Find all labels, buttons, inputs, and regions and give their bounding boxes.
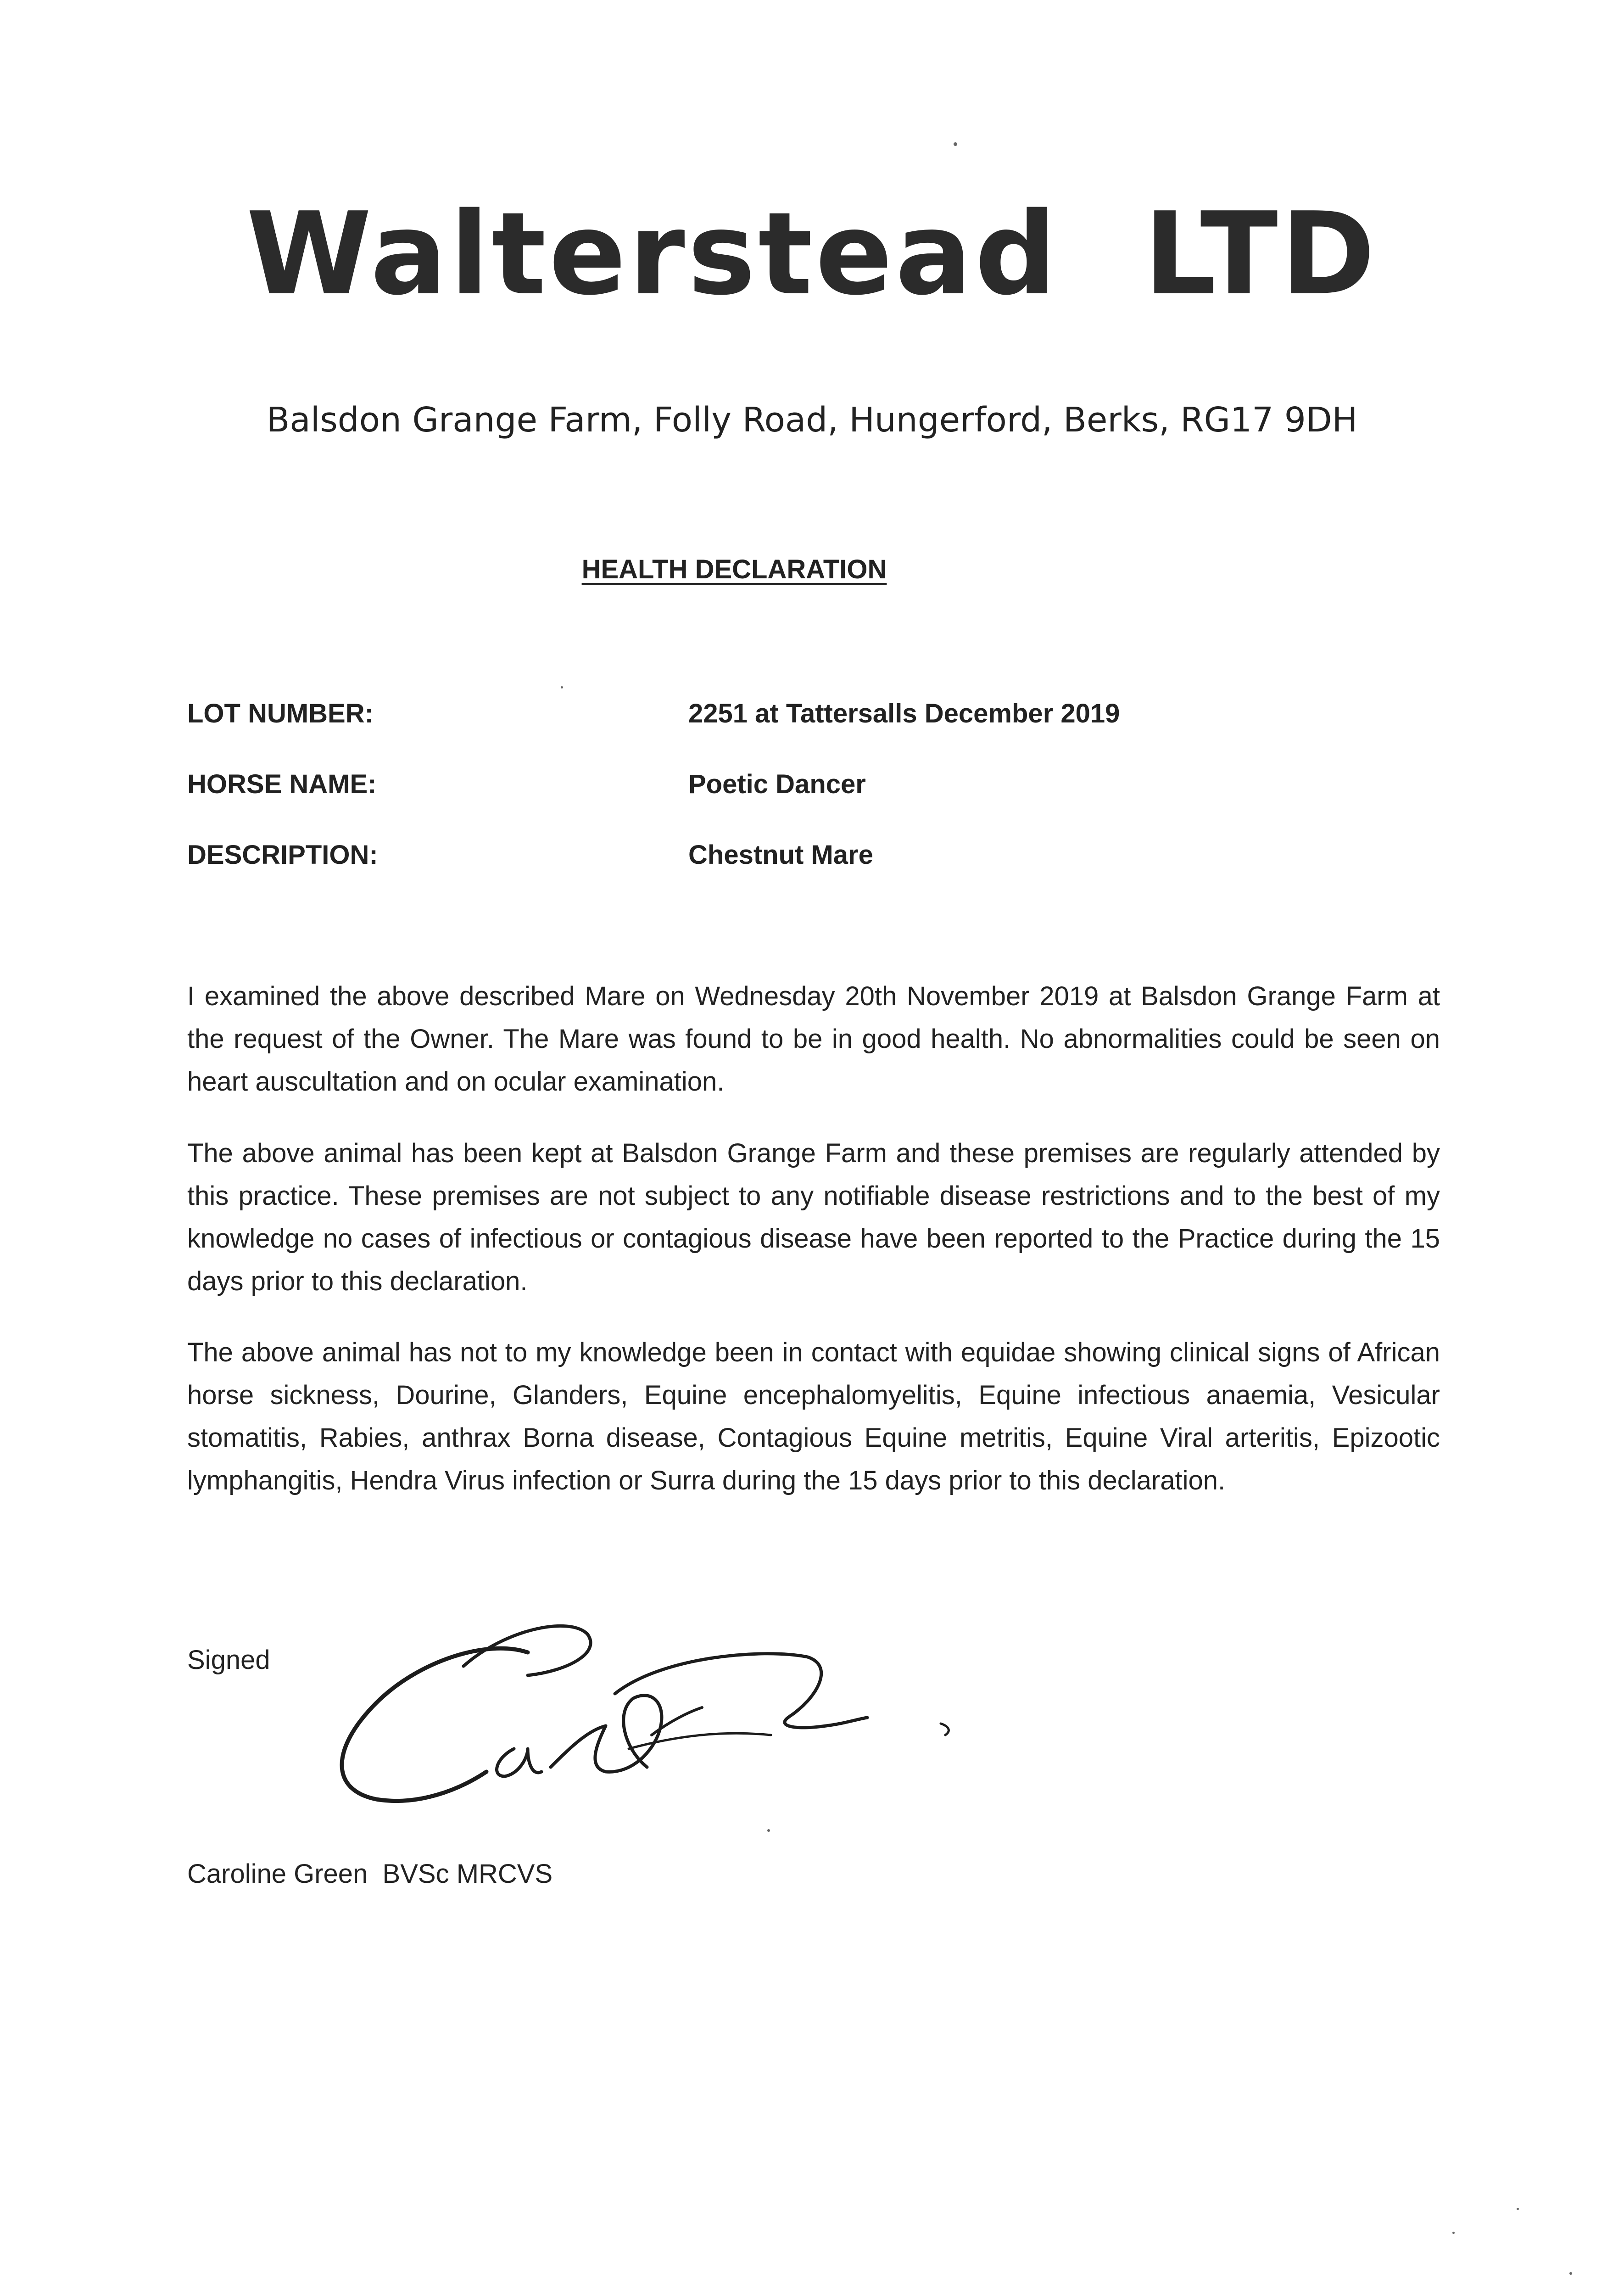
description-value: Chestnut Mare	[688, 840, 873, 870]
lot-number-value: 2251 at Tattersalls December 2019	[688, 699, 1120, 728]
company-name: Walterstead LTD	[246, 188, 1378, 320]
scan-speck	[1517, 2208, 1519, 2210]
description-label: DESCRIPTION:	[187, 840, 378, 870]
signed-label: Signed	[187, 1645, 270, 1675]
document-title: HEALTH DECLARATION	[581, 554, 887, 584]
signer-name: Caroline Green BVSc MRCVS	[187, 1859, 553, 1889]
horse-name-label: HORSE NAME:	[187, 769, 377, 799]
scan-speck	[1452, 2232, 1455, 2234]
contact-paragraph: The above animal has not to my knowledge been in contact with equidae showing clinical signs of African horse sickness, Dourine, Glanders, Equine encephalomyelitis, Equine infectious anaemia, Vesicular stomatitis, Rabies, anthrax Borna disease, Contagious Equine metritis, Equine Viral arteritis, Epizootic lymphangitis, Hendra Virus infection or Surra during the 15 days prior to this declaration.	[187, 1338, 1440, 1495]
company-address: Balsdon Grange Farm, Folly Road, Hungerford, Berks, RG17 9DH	[266, 400, 1358, 440]
examination-paragraph: I examined the above described Mare on Wednesday 20th November 2019 at Balsdon Grange Farm at the request of the Owner. The Mare was found to be in good health. No abnormalities could be seen on heart auscultation and on ocular examination.	[187, 981, 1440, 1097]
scan-speck	[1569, 2272, 1572, 2275]
handwritten-signature	[312, 1597, 1000, 1813]
horse-name-value: Poetic Dancer	[688, 769, 866, 799]
lot-number-label: LOT NUMBER:	[187, 699, 374, 728]
premises-paragraph: The above animal has been kept at Balsdon Grange Farm and these premises are regularly attended by this practice. These premises are not subject to any notifiable disease restrictions and to the best of my knowledge no cases of infectious or contagious disease have been reported to the Practice during the 15 days prior to this declaration.	[187, 1138, 1440, 1296]
scan-speck	[767, 1829, 770, 1832]
scan-speck	[561, 686, 563, 688]
scan-speck	[954, 142, 957, 146]
